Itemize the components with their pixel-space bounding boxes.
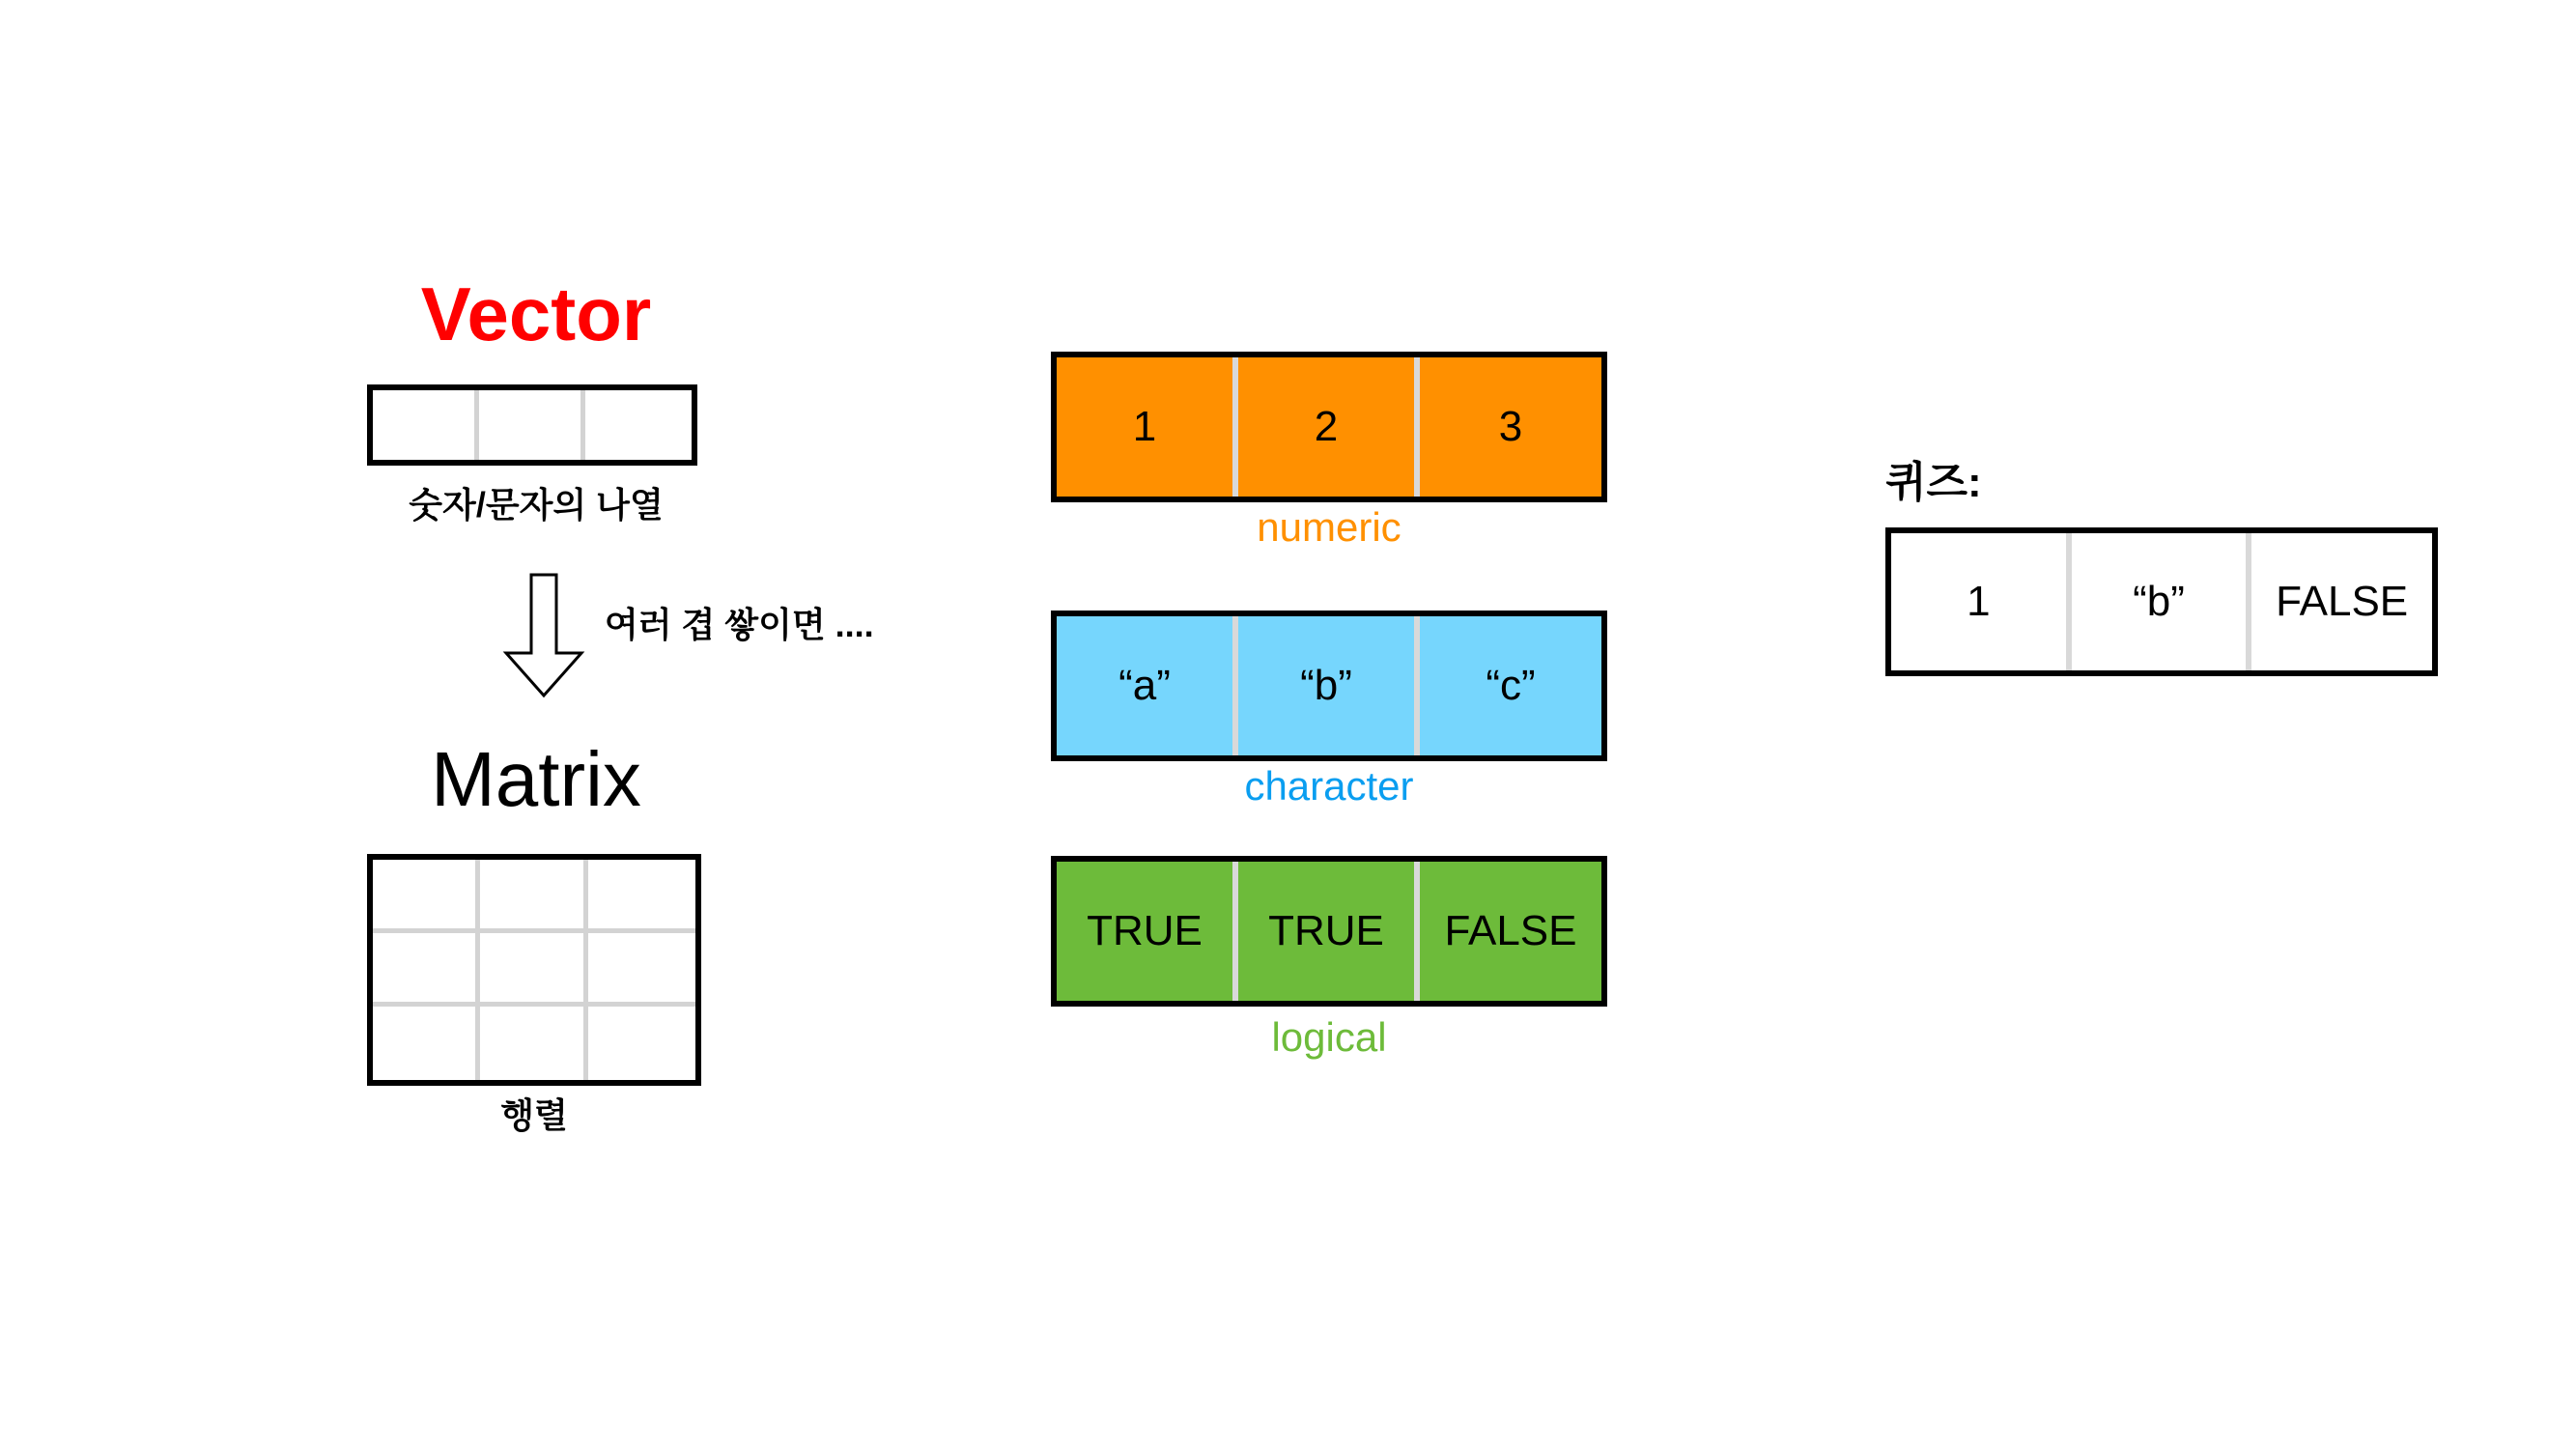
vector-value: 2 [1238, 357, 1420, 497]
matrix-cell [480, 933, 587, 1007]
down-arrow-icon [502, 572, 585, 699]
vector-value: 1 [1057, 357, 1238, 497]
vector-value: TRUE [1057, 862, 1238, 1001]
vector-value: “b” [1238, 616, 1420, 755]
logical-label: logical [1271, 1014, 1387, 1060]
numeric-vector [1051, 352, 1607, 502]
vector-value: TRUE [1238, 862, 1420, 1001]
quiz-value: FALSE [2276, 578, 2409, 625]
matrix-cell [588, 860, 695, 933]
matrix-cell [480, 860, 587, 933]
vector-title: Vector [420, 271, 652, 356]
quiz-vector [1885, 527, 2438, 676]
matrix-caption: 행렬 [500, 1095, 568, 1135]
matrix-cell [480, 1007, 587, 1080]
matrix-diagram [367, 854, 701, 1086]
character-label: character [1244, 763, 1414, 809]
character-vector [1051, 611, 1607, 761]
vector-value: “a” [1057, 616, 1238, 755]
stack-caption: 여러 겹 쌓이면 .... [605, 605, 874, 644]
matrix-cell [588, 1007, 695, 1080]
matrix-title: Matrix [431, 736, 641, 822]
vector-value: 3 [1498, 403, 1523, 450]
vector-cell [585, 390, 692, 460]
matrix-cell [588, 933, 695, 1007]
matrix-cell [373, 860, 480, 933]
quiz-title: 퀴즈: [1885, 459, 1982, 506]
vector-caption: 숫자/문자의 나열 [409, 485, 664, 525]
matrix-cell [373, 1007, 480, 1080]
quiz-value: 1 [1891, 533, 2072, 670]
matrix-cell [373, 933, 480, 1007]
vector-cell [479, 390, 585, 460]
quiz-value: “b” [2072, 533, 2252, 670]
logical-vector [1051, 856, 1607, 1007]
vector-cell [373, 390, 479, 460]
vector-value: “c” [1486, 662, 1536, 709]
vector-diagram [367, 384, 697, 466]
numeric-label: numeric [1257, 504, 1401, 550]
vector-value: FALSE [1444, 907, 1577, 954]
